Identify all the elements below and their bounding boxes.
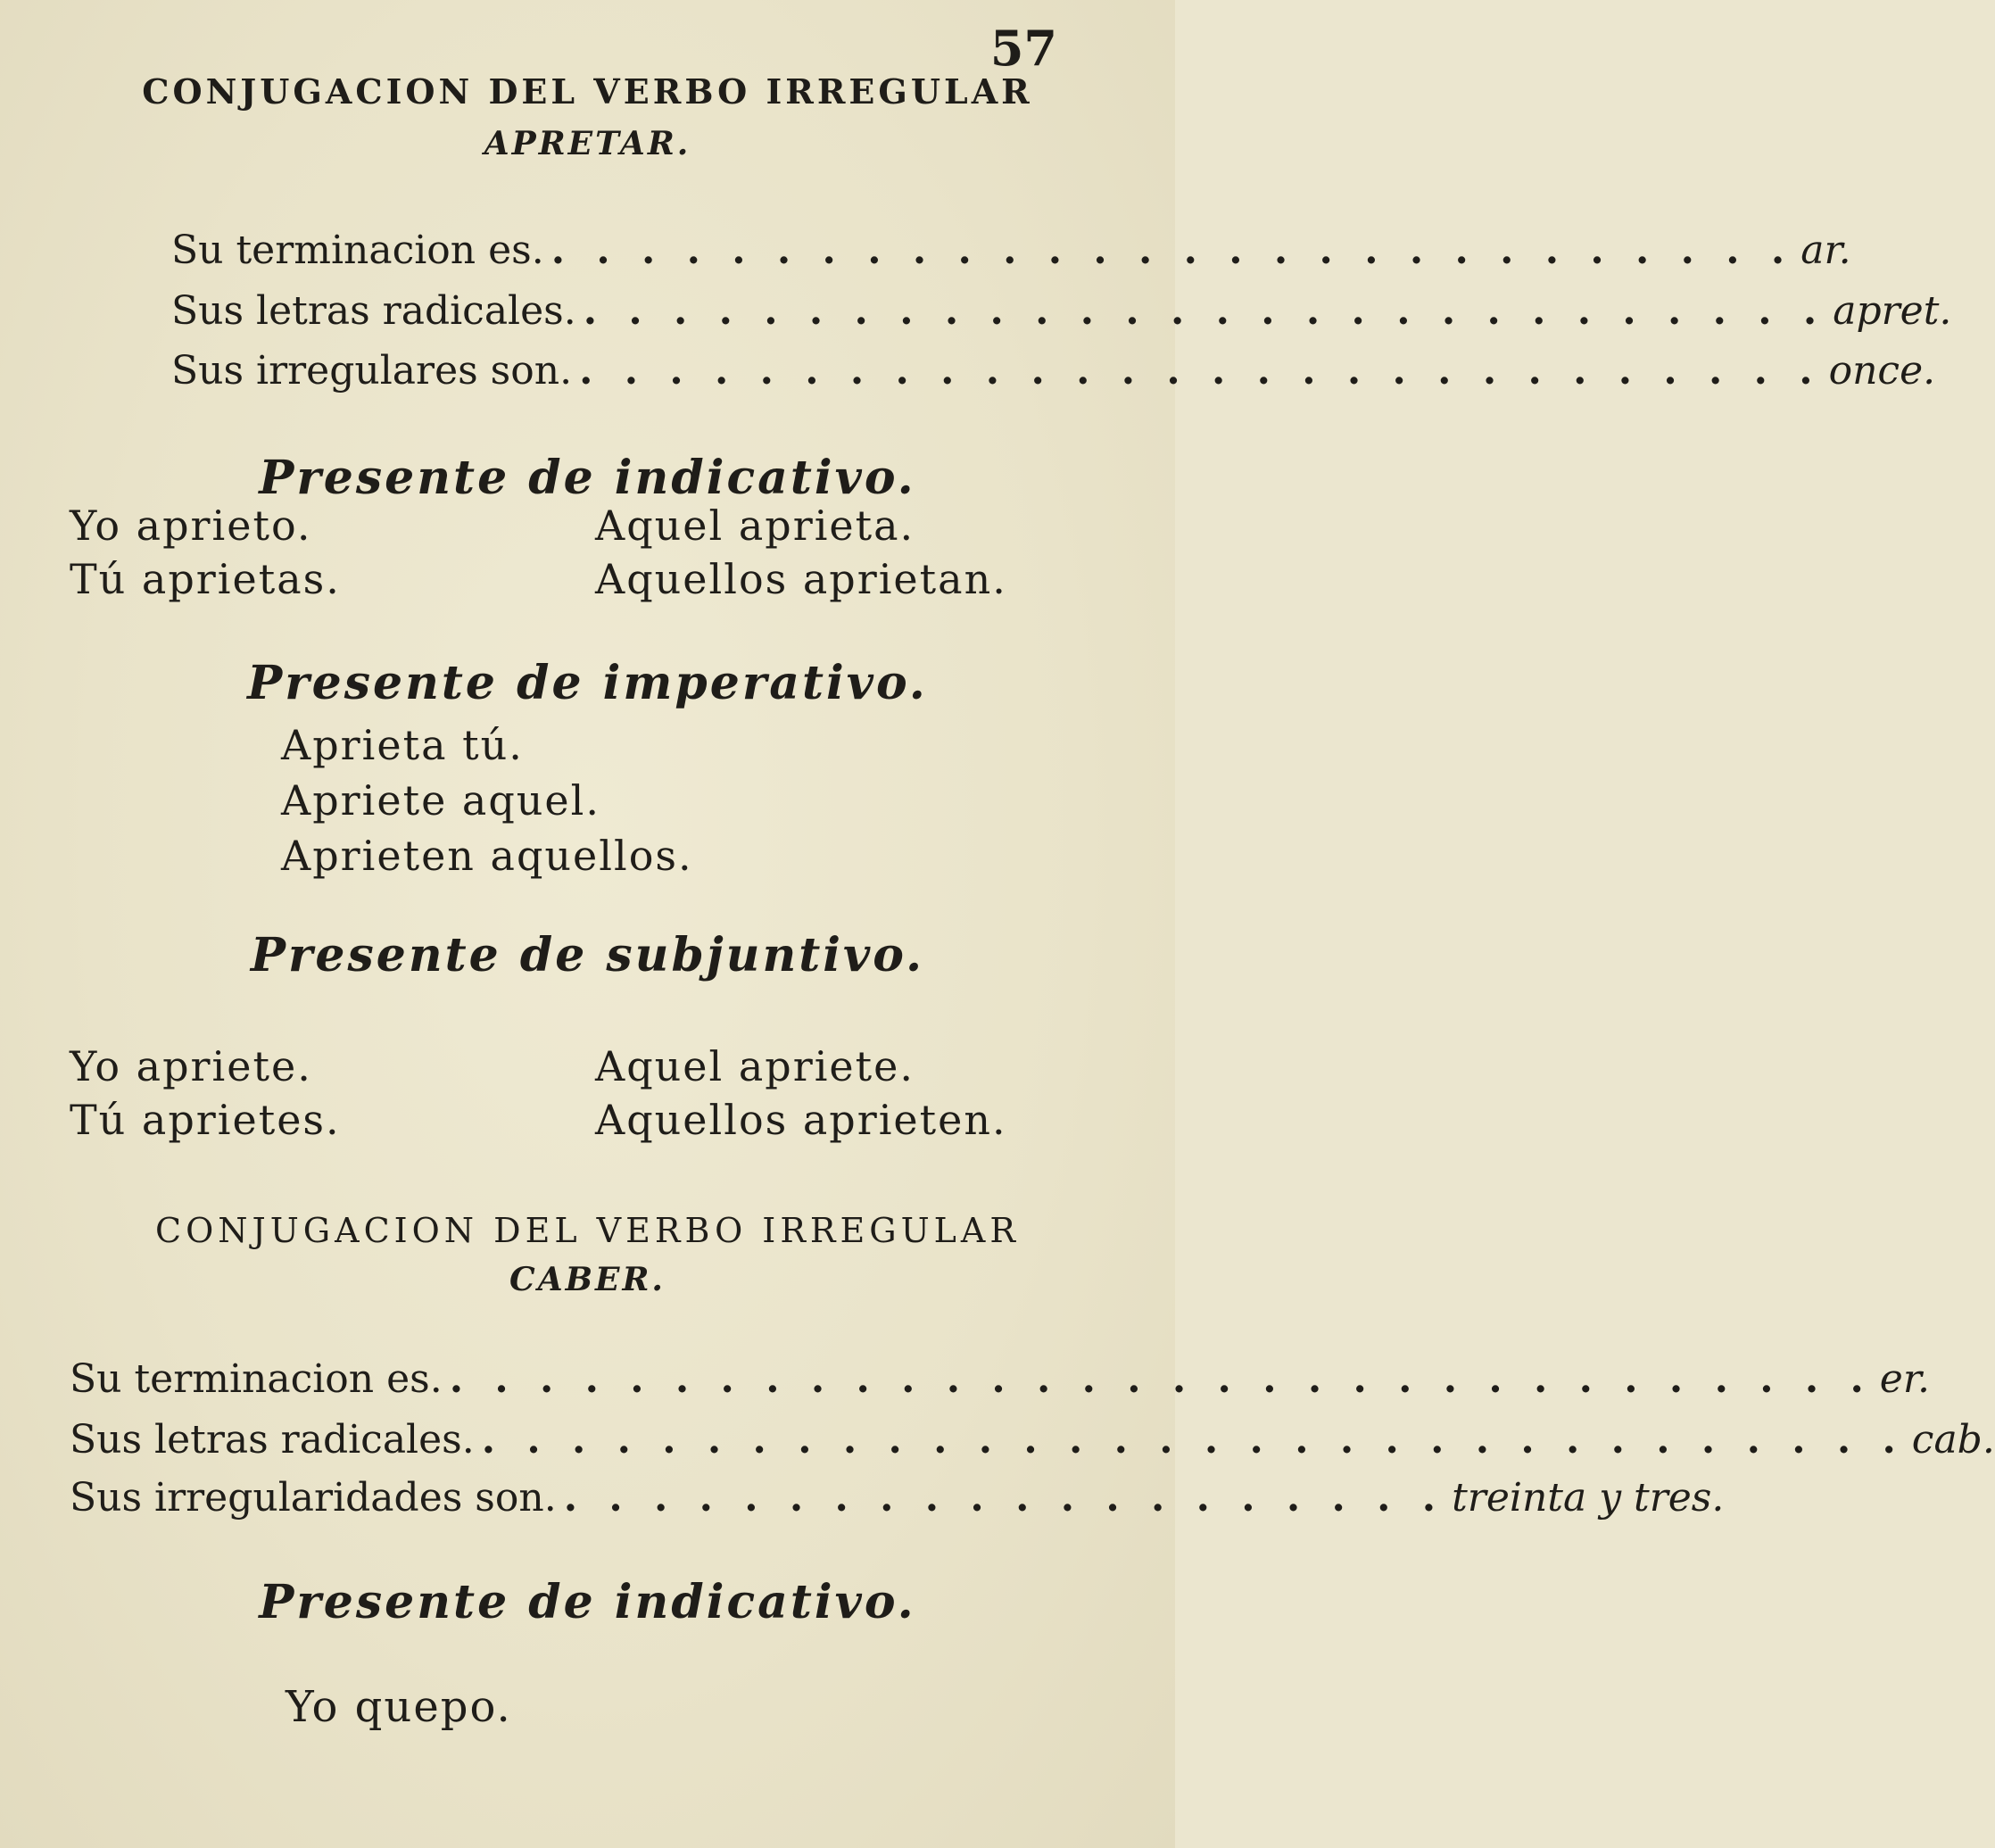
verb-title: CABER. bbox=[509, 1261, 666, 1298]
verb-form: Yo quepo. bbox=[286, 1682, 512, 1732]
info-value: cab. bbox=[1911, 1417, 1995, 1463]
info-value: ar. bbox=[1800, 228, 1851, 273]
verb-form: Aquel aprieta. bbox=[595, 501, 915, 550]
leader-dots: . . . . . . . . . . . . . . . . . . . . . . . . . . . . . . . . bbox=[449, 1356, 1873, 1402]
info-row bbox=[70, 1475, 1725, 1521]
verb-form: Tú aprietas. bbox=[70, 555, 341, 603]
leader-dots: . . . . . . . . . . . . . . . . . . . . . . . . . . . . bbox=[583, 288, 1826, 334]
info-label: Su terminacion es. bbox=[171, 228, 544, 273]
leader-dots: . . . . . . . . . . . . . . . . . . . . . . . . . . . . bbox=[550, 228, 1794, 273]
info-value: apret. bbox=[1833, 288, 1952, 334]
section-heading: CONJUGACION DEL VERBO IRREGULAR bbox=[142, 71, 1033, 112]
info-row bbox=[171, 348, 1936, 394]
verb-form: Aquellos aprieten. bbox=[595, 1096, 1007, 1144]
tense-title: Presente de subjuntivo. bbox=[250, 928, 925, 982]
verb-form: Yo apriete. bbox=[70, 1042, 312, 1090]
tense-title: Presente de indicativo. bbox=[259, 451, 916, 505]
info-label: Su terminacion es. bbox=[70, 1356, 443, 1402]
verb-form: Apriete aquel. bbox=[281, 776, 600, 825]
info-value: once. bbox=[1828, 348, 1936, 394]
verb-title: APRETAR. bbox=[484, 125, 691, 162]
info-row bbox=[70, 1417, 1995, 1463]
info-value: er. bbox=[1879, 1356, 1931, 1402]
verb-form: Aquellos aprietan. bbox=[595, 555, 1007, 603]
verb-form: Tú aprietes. bbox=[70, 1096, 341, 1144]
info-label: Sus irregularidades son. bbox=[70, 1475, 557, 1521]
leader-dots: . . . . . . . . . . . . . . . . . . . . . . . . . . . . . . . . bbox=[481, 1417, 1905, 1463]
tense-title: Presente de indicativo. bbox=[259, 1575, 916, 1629]
info-row bbox=[70, 1356, 1931, 1402]
leader-dots: . . . . . . . . . . . . . . . . . . . . . . . . . . . . bbox=[579, 348, 1822, 394]
verb-form: Aprieta tú. bbox=[281, 721, 524, 769]
verb-form: Yo aprieto. bbox=[70, 501, 312, 550]
page-number: 57 bbox=[989, 20, 1057, 77]
info-label: Sus letras radicales. bbox=[171, 288, 576, 334]
info-label: Sus letras radicales. bbox=[70, 1417, 475, 1463]
leader-dots: . . . . . . . . . . . . . . . . . . . . bbox=[563, 1475, 1445, 1521]
verb-form: Aprieten aquellos. bbox=[281, 832, 693, 880]
info-label: Sus irregulares son. bbox=[171, 348, 573, 394]
info-row bbox=[171, 228, 1851, 273]
tense-title: Presente de imperativo. bbox=[247, 656, 928, 710]
info-value: treinta y tres. bbox=[1452, 1475, 1725, 1521]
info-row bbox=[171, 288, 1952, 334]
section-heading: CONJUGACION DEL VERBO IRREGULAR bbox=[155, 1211, 1020, 1250]
verb-form: Aquel apriete. bbox=[595, 1042, 915, 1090]
